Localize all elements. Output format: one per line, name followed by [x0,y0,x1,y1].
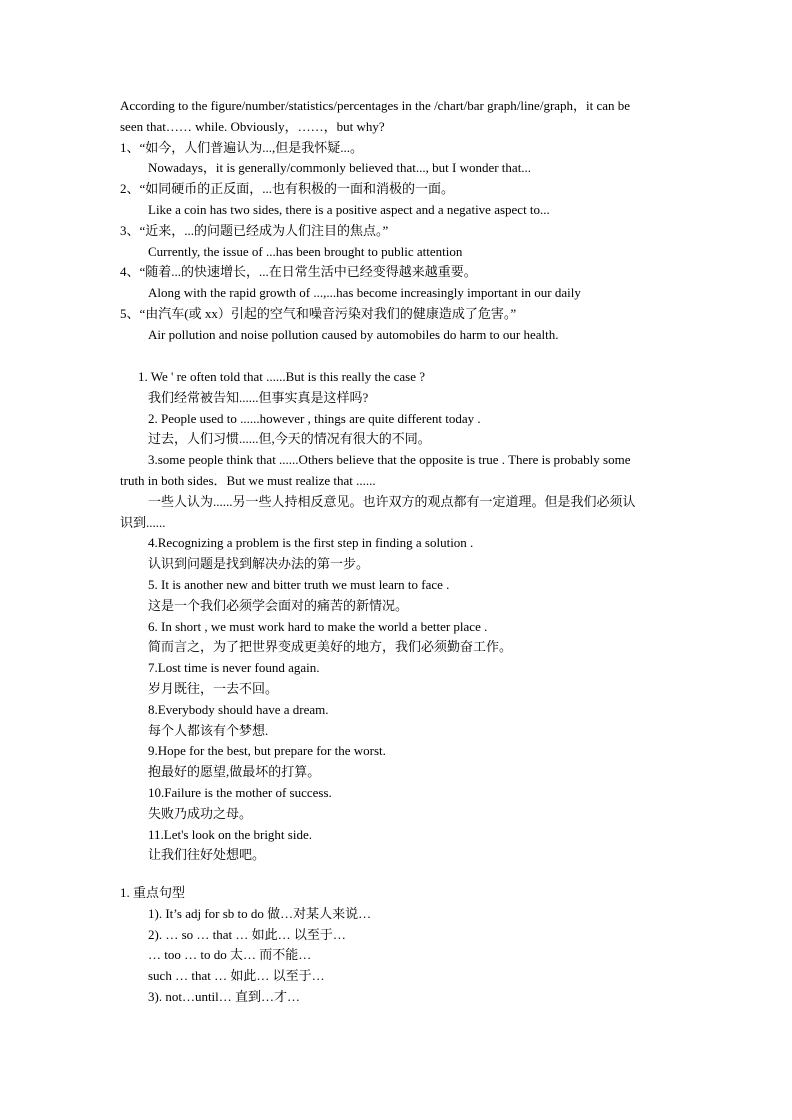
section-sentence-patterns [120,96,676,346]
phrase-3-chinese-line-2: 识到...... [120,514,166,530]
phrase-english: 10.Failure is the mother of success. [148,784,332,800]
phrase-english: 7.Lost time is never found again. [148,660,320,676]
structure-line: 2). … so … that … 如此… 以至于… [148,926,346,942]
list-item [120,221,676,263]
phrase-2-english: 2. People used to ......however , things are quite different today . [148,410,481,426]
phrase-english: 9.Hope for the best, but prepare for the worst. [148,743,386,759]
phrase-english: 4.Recognizing a problem is the first step in finding a solution . [148,535,474,551]
list-item [120,262,676,304]
section-key-structures [120,883,676,1008]
phrase-chinese: 让我们往好处想吧。 [148,847,266,863]
list-item [120,138,676,180]
item-chinese: 1、“如今，人们普遍认为...,但是我怀疑...。 [120,139,364,155]
item-chinese: 3、“近来，...的问题已经成为人们注目的焦点。” [120,222,389,238]
item-english: Currently, the issue of ...has been brought to public attention [148,243,463,259]
phrase-3-english-line-2: truth in both sides．But we must realize that ...... [120,472,376,488]
phrase-2-chinese: 过去，人们习惯......但,今天的情况有很大的不同。 [148,431,431,447]
structure-line: … too … to do 太… 而不能… [148,947,312,963]
phrase-3-chinese-line-1: 一些人认为......另一些人持相反意见。也许双方的观点都有一定道理。但是我们必须认 [148,493,636,509]
phrase-chinese: 岁月既往，一去不回。 [148,680,279,696]
phrase-3-english-line-1: 3.some people think that ......Others believe that the opposite is true . There is probably some [148,452,631,468]
item-english: Nowadays，it is generally/commonly believed that..., but I wonder that... [148,160,532,176]
structure-line: 3). not…until… 直到…才… [148,988,301,1004]
phrase-chinese: 认识到问题是找到解决办法的第一步。 [148,556,370,572]
item-english: Like a coin has two sides, there is a positive aspect and a negative aspect to... [148,201,550,217]
phrase-english: 5. It is another new and bitter truth we must learn to face . [148,576,450,592]
phrase-1-chinese: 我们经常被告知......但事实真是这样吗? [148,389,369,405]
intro-line-1: According to the figure/number/statistics/percentages in the /chart/bar graph/line/graph，it can be [120,98,631,113]
section-common-phrases [120,367,676,866]
item-english: Air pollution and noise pollution caused by automobiles do harm to our health. [148,326,559,342]
phrase-1-english: 1. We ' re often told that ......But is this really the case ? [138,369,425,384]
structure-line: 1). It’s adj for sb to do 做…对某人来说… [148,905,372,921]
phrase-chinese: 这是一个我们必须学会面对的痛苦的新情况。 [148,597,409,613]
list-item [120,304,676,346]
item-english: Along with the rapid growth of ...,...has become increasingly important in our daily [148,285,581,301]
phrase-english: 11.Let's look on the bright side. [148,826,312,842]
item-chinese: 4、“随着...的快速增长，...在日常生活中已经变得越来越重要。 [120,264,477,280]
phrase-chinese: 简而言之，为了把世界变成更美好的地方，我们必须勤奋工作。 [148,639,513,655]
item-chinese: 5、“由汽车(或 xx）引起的空气和噪音污染对我们的健康造成了危害。” [120,305,517,321]
intro-line-2: seen that…… while. Obviously，……，but why? [120,118,385,134]
phrase-chinese: 抱最好的愿望,做最坏的打算。 [148,764,321,780]
structure-line: such … that … 如此… 以至于… [148,968,325,984]
section-heading: 1. 重点句型 [120,885,186,900]
phrase-english: 6. In short , we must work hard to make the world a better place . [148,618,488,634]
phrase-english: 8.Everybody should have a dream. [148,701,329,717]
list-item [120,179,676,221]
item-chinese: 2、“如同硬币的正反面，...也有积极的一面和消极的一面。 [120,181,455,197]
phrase-chinese: 失败乃成功之母。 [148,805,253,821]
phrase-chinese: 每个人都该有个梦想. [148,722,269,738]
